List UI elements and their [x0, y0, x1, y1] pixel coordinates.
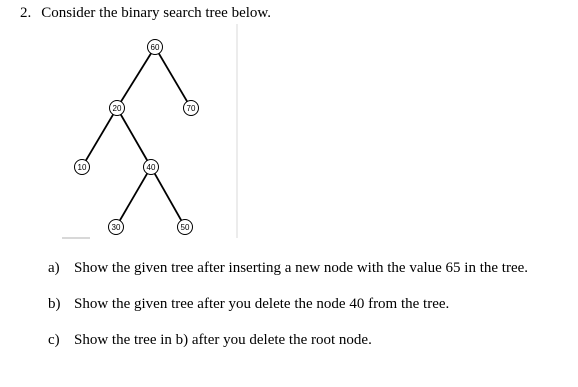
- tree-edge-40-30: [120, 173, 147, 220]
- item-c-letter: c): [48, 332, 60, 348]
- tree-node-label: 70: [186, 104, 196, 113]
- tree-node-40: [144, 160, 159, 175]
- item-b-letter: b): [48, 296, 61, 312]
- item-b-text: Show the given tree after you delete the node 40 from the tree.: [74, 296, 450, 312]
- tree-edge-40-50: [155, 174, 182, 221]
- tree-node-label: 40: [146, 163, 156, 172]
- item-a-letter: a): [48, 260, 60, 276]
- question-text: Consider the binary search tree below.: [41, 5, 272, 21]
- tree-node-label: 30: [111, 223, 121, 232]
- item-c-text: Show the tree in b) after you delete the root node.: [74, 332, 372, 348]
- tree-node-10: [75, 160, 90, 175]
- tree-nodes: [75, 40, 199, 235]
- question-number: 2.: [20, 5, 32, 21]
- tree-edge-60-70: [159, 53, 187, 101]
- tree-edge-20-10: [86, 114, 113, 160]
- item-a-text: Show the given tree after inserting a new node with the value 65 in the tree.: [74, 260, 529, 276]
- item-b: [48, 296, 449, 313]
- tree-node-70: [184, 101, 199, 116]
- tree-node-20: [110, 101, 125, 116]
- tree-edge-20-40: [121, 114, 148, 160]
- tree-node-label: 10: [77, 163, 87, 172]
- tree-node-label: 20: [112, 104, 122, 113]
- item-c: [48, 332, 372, 349]
- tree-edge-60-20: [121, 53, 151, 101]
- tree-node-60: [148, 40, 163, 55]
- tree-edges: [86, 53, 187, 220]
- item-a: [48, 260, 528, 277]
- tree-node-30: [109, 220, 124, 235]
- tree-node-50: [178, 220, 193, 235]
- tree-node-label: 50: [180, 223, 190, 232]
- tree-node-label: 60: [150, 43, 160, 52]
